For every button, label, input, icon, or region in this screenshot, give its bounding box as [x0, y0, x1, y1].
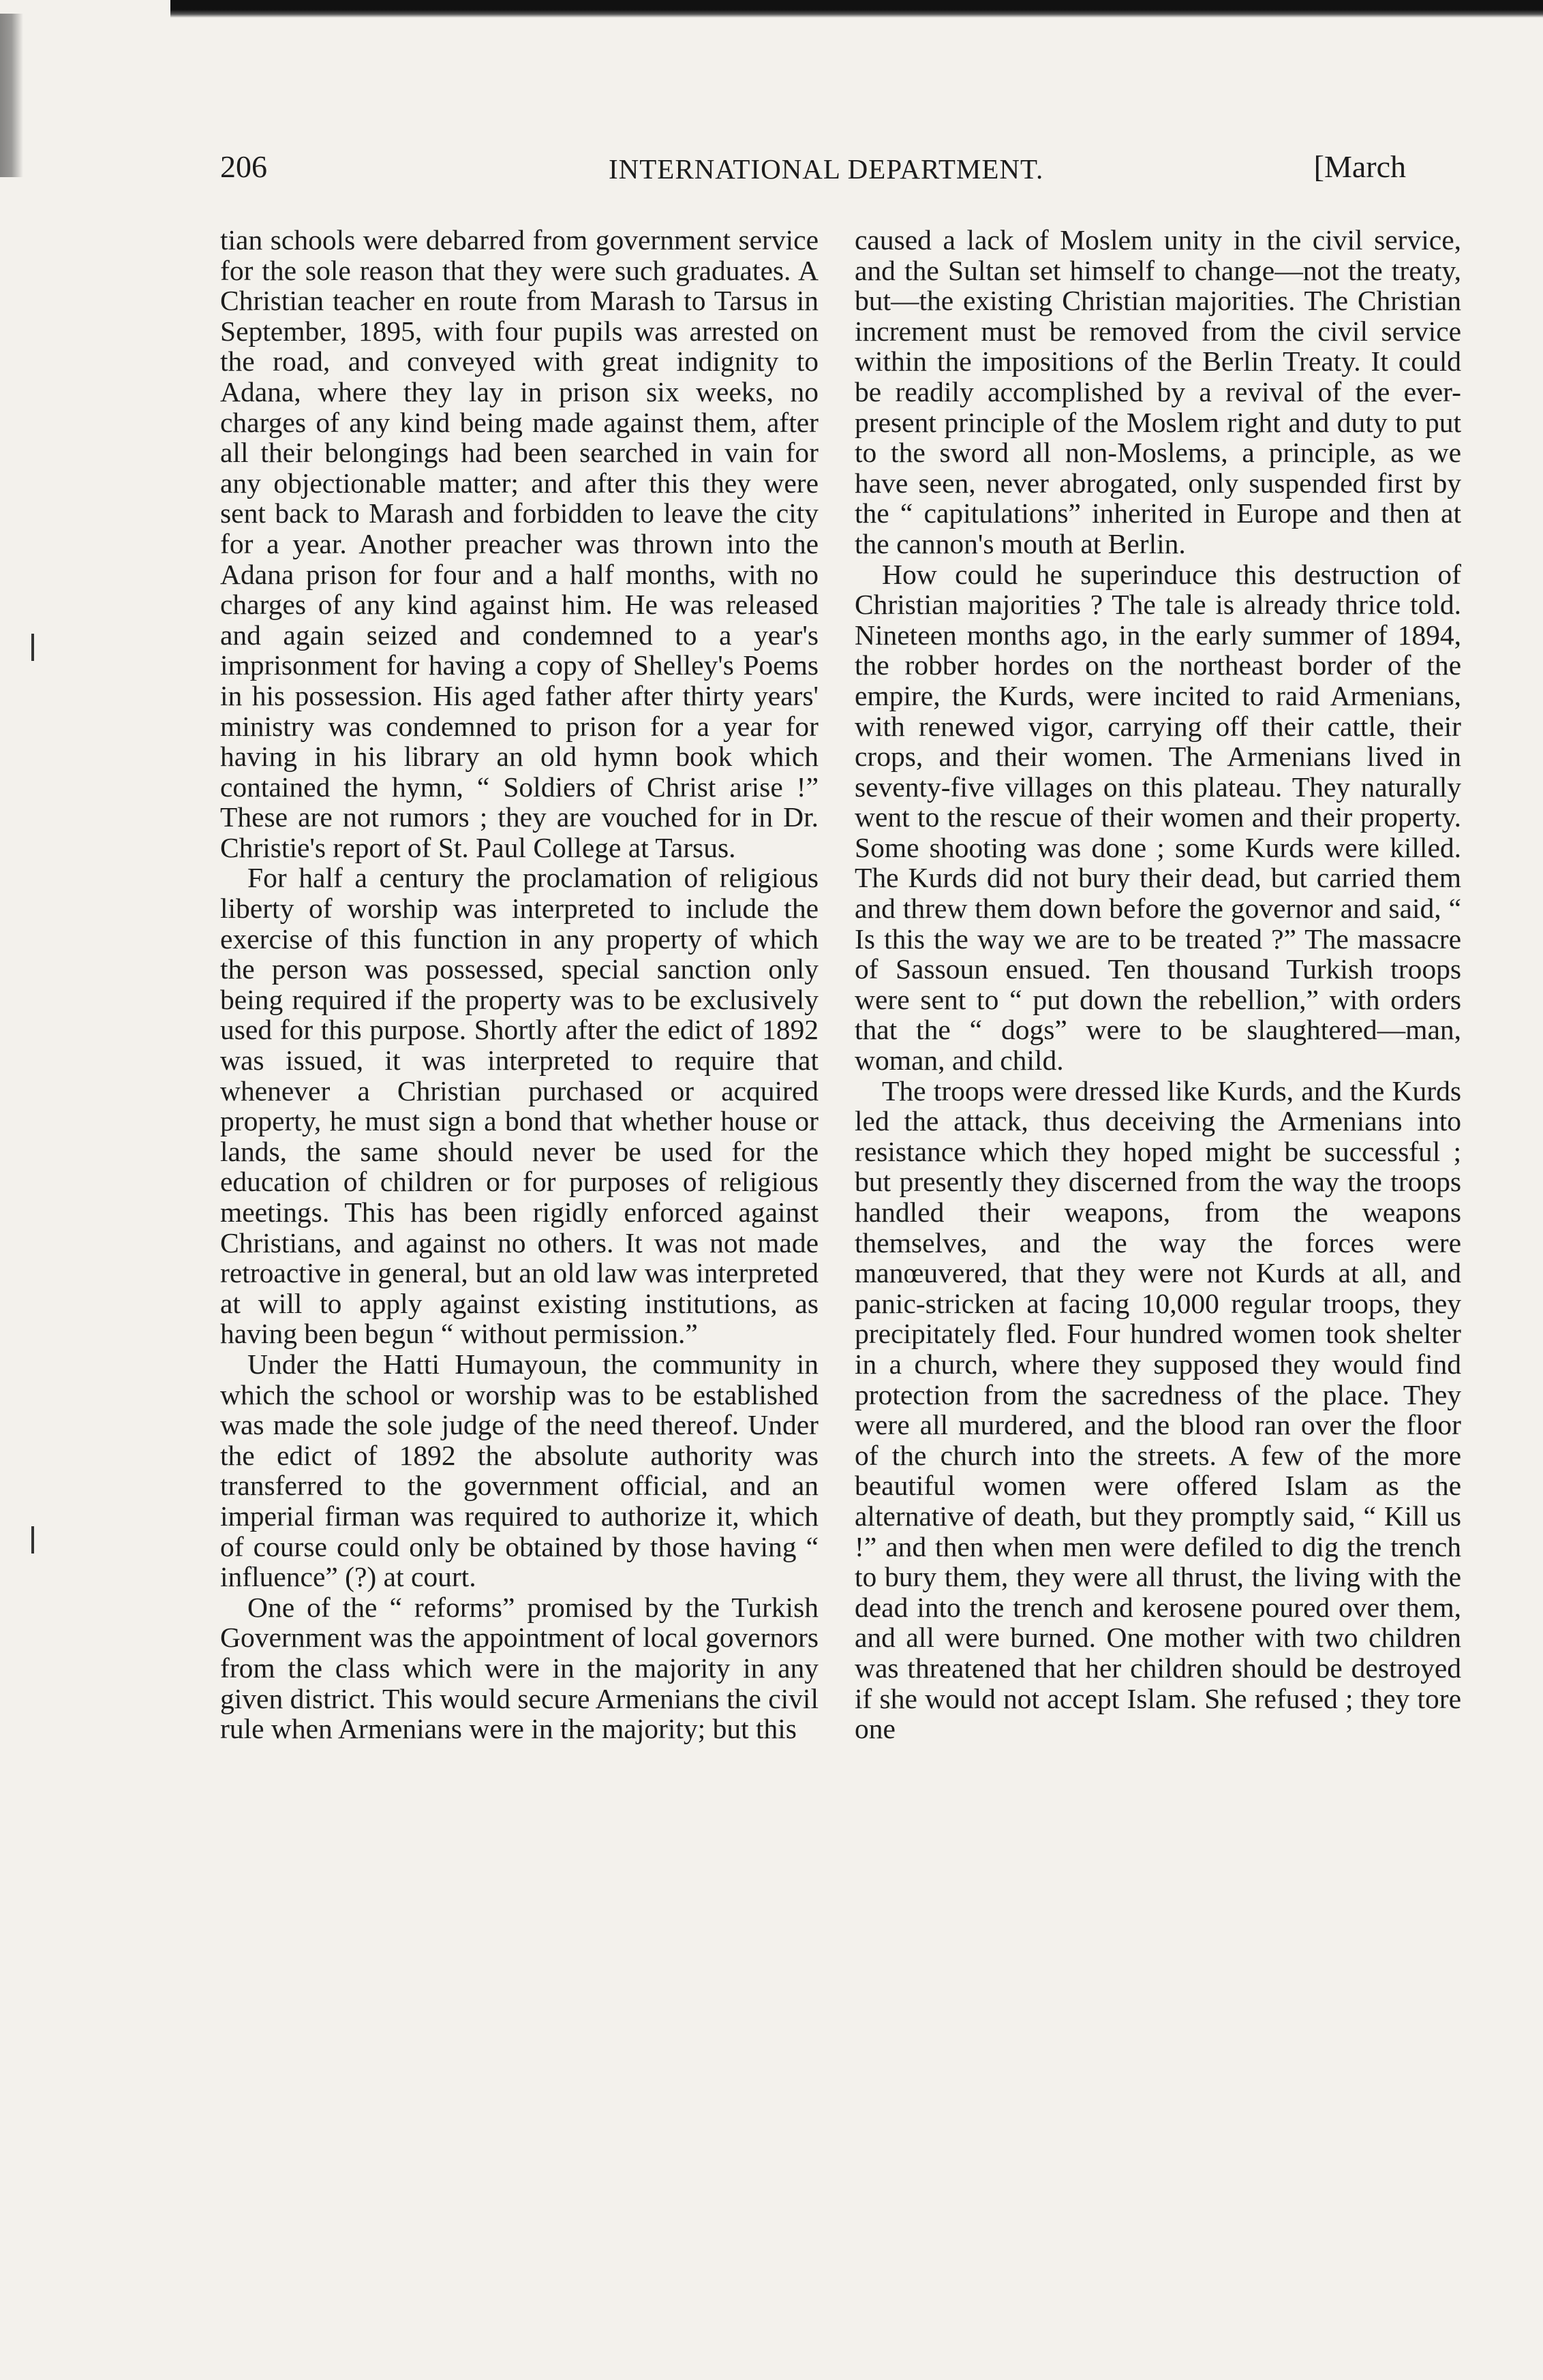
right-column	[855, 225, 1461, 1744]
paragraph: For half a century the proclamation of religious liberty of worship was interpreted to include the exercise of this function in any property of which the person was possessed, special sanction only being required if the property was to be exclusively used for this purpose. Shortly after the edict of 1892 was issued, it was interpreted to require that whenever a Christian purchased or acquired property, he must sign a bond that whether house or lands, the same should never be used for the education of children or for purposes of religious meetings. This has been rigidly enforced against Christians, and against no others. It was not made retroactive in general, but an old law was interpreted at will to apply against existing institutions, as having been begun “ without permission.”	[220, 862, 819, 1350]
paragraph: How could he superinduce this destruction of Christian majorities ? The tale is already thrice told. Nineteen months ago, in the early summer of 1894, the robber hordes on the northeast border of the empire, the Kurds, were incited to raid Armenians, with renewed vigor, carrying off their cattle, their crops, and their women. The Armenians lived in seventy-five villages on this plateau. They naturally went to the rescue of their women and their property. Some shooting was done ; some Kurds were killed. The Kurds did not bury their dead, but carried them and threw them down before the governor and said, “ Is this the way we are to be treated ?” The massacre of Sassoun ensued. Ten thousand Turkish troops were sent to “ put down the rebellion,” with orders that the “ dogs” were to be slaughtered—man, woman, and child.	[855, 558, 1461, 1077]
page-number: 206	[220, 149, 267, 184]
running-title: INTERNATIONAL DEPARTMENT.	[609, 153, 1044, 185]
running-month: [March	[1313, 149, 1406, 184]
left-column	[220, 225, 819, 1744]
page-header	[220, 149, 1406, 192]
paragraph: One of the “ reforms” promised by the Turkish Government was the appointment of local governors from the class which were in the majority in any given district. This would secure Armenians the civil rule when Armenians were in the majority; but this	[220, 1591, 819, 1745]
scan-edge-mark	[31, 1526, 34, 1554]
paragraph: caused a lack of Moslem unity in the civil service, and the Sultan set himself to change—not the treaty, but—the existing Christian majorities. The Christian increment must be removed from the civil service within the impositions of the Berlin Treaty. It could be readily accomplished by a revival of the ever-present principle of the Moslem right and duty to put to the sword all non-Moslems, a principle, as we have seen, never abrogated, only suspended first by the “ capitulations” inherited in Europe and then at the cannon's mouth at Berlin.	[855, 224, 1461, 559]
scan-left-edge	[0, 14, 23, 177]
paragraph: The troops were dressed like Kurds, and the Kurds led the attack, thus deceiving the Armenians into resistance which they hoped might be successful ; but presently they discerned from the way the troops handled their weapons, from the weapons themselves, and the way the forces were manœuvered, that they were not Kurds at all, and panic-stricken at facing 10,000 regular troops, they precipitately fled. Four hundred women took shelter in a church, where they supposed they would find protection from the sacredness of the place. They were all murdered, and the blood ran over the floor of the church into the streets. A few of the more beautiful women were offered Islam as the alternative of death, but they promptly said, “ Kill us !” and then when men were defiled to dig the trench to bury them, they were all thrust, the living with the dead into the trench and kerosene poured over them, and all were burned. One mother with two children was threatened that her children should be destroyed if she would not accept Islam. She refused ; they tore one	[855, 1075, 1461, 1745]
paragraph: Under the Hatti Humayoun, the community in which the school or worship was to be established was made the sole judge of the need thereof. Under the edict of 1892 the absolute authority was transferred to the government official, and an imperial firman was required to authorize it, which of course could only be obtained by those having “ influence” (?) at court.	[220, 1348, 819, 1593]
scan-top-edge	[170, 0, 1543, 18]
paragraph: tian schools were debarred from government service for the sole reason that they were such graduates. A Christian teacher en route from Marash to Tarsus in September, 1895, with four pupils was arrested on the road, and conveyed with great indignity to Adana, where they lay in prison six weeks, no charges of any kind being made against them, after all their belongings had been searched in vain for any objectionable matter; and after this they were sent back to Marash and forbidden to leave the city for a year. Another preacher was thrown into the Adana prison for four and a half months, with no charges of any kind against him. He was released and again seized and condemned to a year's imprisonment for having a copy of Shelley's Poems in his possession. His aged father after thirty years' ministry was condemned to prison for a year for having in his library an old hymn book which contained the hymn, “ Soldiers of Christ arise !” These are not rumors ; they are vouched for in Dr. Christie's report of St. Paul College at Tarsus.	[220, 224, 819, 863]
scan-edge-mark	[31, 634, 34, 661]
